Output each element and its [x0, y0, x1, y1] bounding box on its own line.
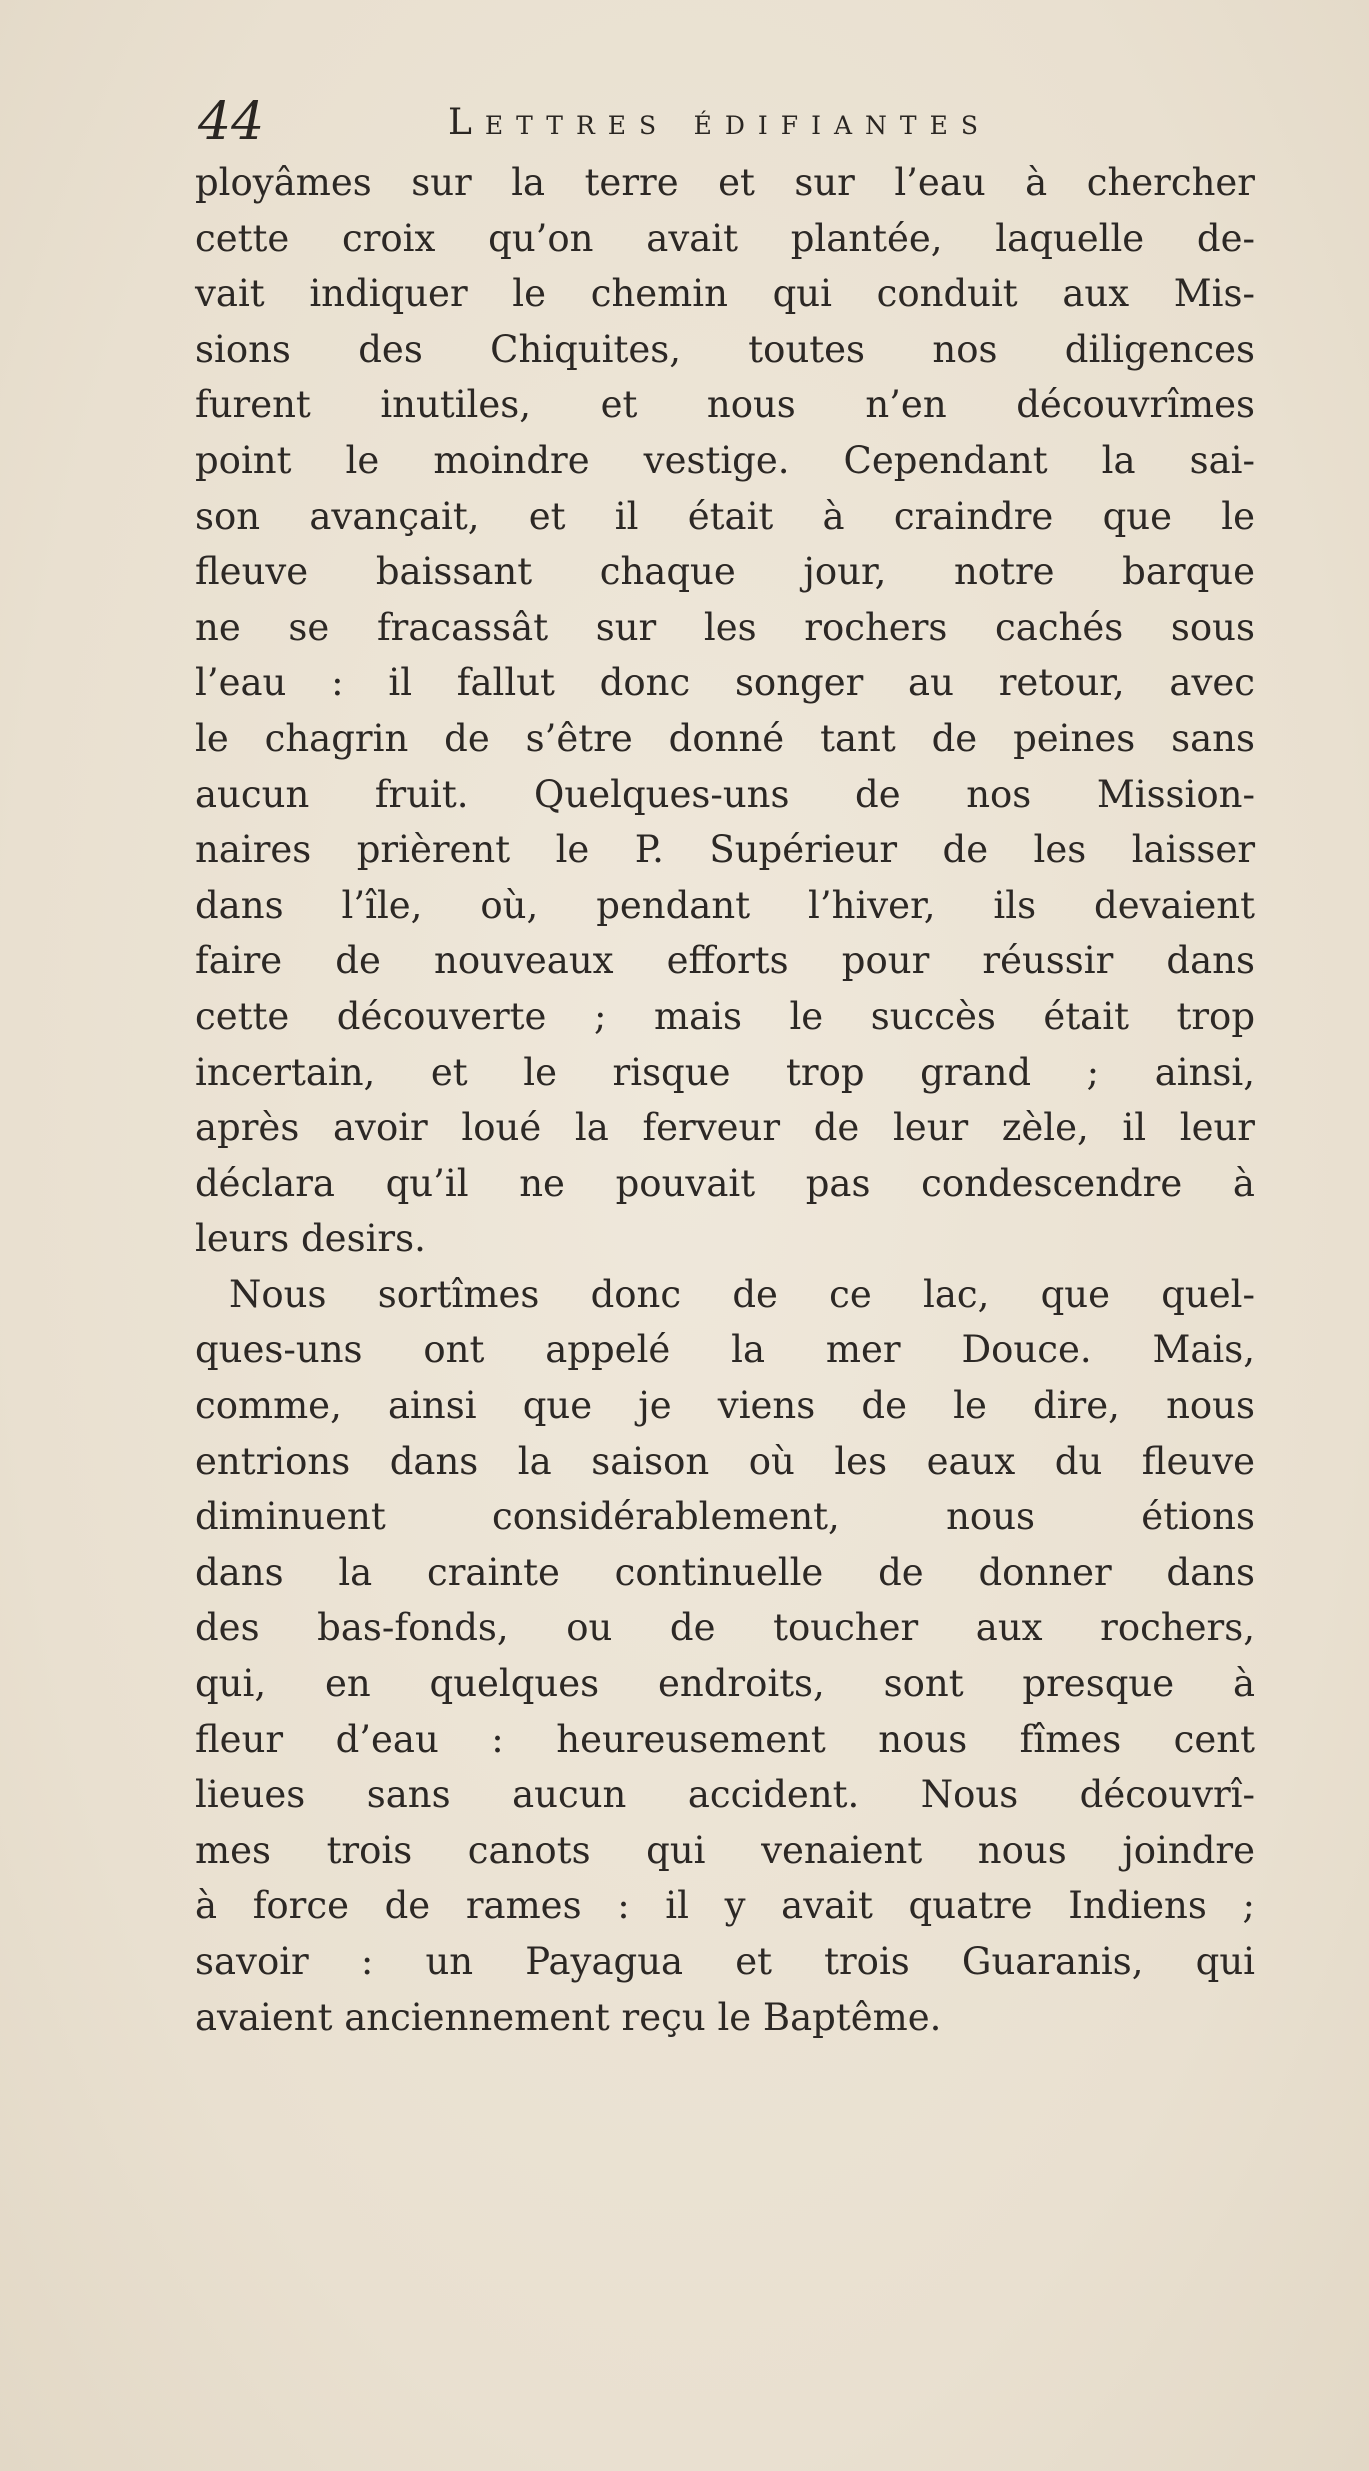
- text-line: ne se fracassât sur les rochers cachés sous: [195, 605, 1255, 649]
- text-line: vait indiquer le chemin qui conduit aux Mis-: [195, 272, 1255, 316]
- text-line: déclara qu’il ne pouvait pas condescendre à: [195, 1161, 1255, 1205]
- running-title: Lettres édifiantes: [448, 102, 991, 143]
- text-line: comme, ainsi que je viens de le dire, nous: [195, 1384, 1255, 1428]
- paragraph-end-line: leurs desirs.: [195, 1217, 426, 1261]
- text-line: dans la crainte continuelle de donner dans: [195, 1550, 1255, 1594]
- text-line: lieues sans aucun accident. Nous découvrî-: [195, 1773, 1255, 1817]
- text-line: savoir : un Payagua et trois Guaranis, qui: [195, 1940, 1255, 1983]
- text-line: aucun fruit. Quelques-uns de nos Mission-: [195, 772, 1255, 816]
- text-line: à force de rames : il y avait quatre Indiens ;: [195, 1884, 1255, 1928]
- page-number: 44: [198, 92, 265, 152]
- page-header: [198, 92, 1028, 152]
- text-line: fleuve baissant chaque jour, notre barque: [195, 550, 1255, 594]
- text-line: après avoir loué la ferveur de leur zèle, il leur: [195, 1106, 1255, 1150]
- text-line: des bas-fonds, ou de toucher aux rochers,: [195, 1606, 1255, 1650]
- text-line: son avançait, et il était à craindre que le: [195, 494, 1255, 538]
- text-line: mes trois canots qui venaient nous joindre: [195, 1828, 1255, 1872]
- text-line: entrions dans la saison où les eaux du fleuve: [195, 1439, 1255, 1483]
- text-line: l’eau : il fallut donc songer au retour, avec: [195, 661, 1255, 705]
- text-line: point le moindre vestige. Cependant la sai-: [195, 438, 1255, 482]
- text-line: le chagrin de s’être donné tant de peines sans: [195, 716, 1255, 760]
- text-line: naires prièrent le P. Supérieur de les laisser: [195, 828, 1255, 872]
- text-line: sions des Chiquites, toutes nos diligences: [195, 327, 1255, 371]
- text-line: furent inutiles, et nous n’en découvrîmes: [195, 383, 1255, 427]
- text-line: fleur d’eau : heureusement nous fîmes cent: [195, 1717, 1255, 1761]
- text-line: cette découverte ; mais le succès était trop: [195, 994, 1255, 1038]
- text-line: ques-uns ont appelé la mer Douce. Mais,: [195, 1328, 1255, 1372]
- text-line: dans l’île, où, pendant l’hiver, ils devaient: [195, 883, 1255, 927]
- text-line: ployâmes sur la terre et sur l’eau à chercher: [195, 161, 1255, 204]
- text-line: faire de nouveaux efforts pour réussir dans: [195, 939, 1255, 983]
- paragraph-start-line: Nous sortîmes donc de ce lac, que quel-: [229, 1272, 1255, 1316]
- paragraph-end-line: avaient anciennement reçu le Baptême.: [195, 1995, 942, 2039]
- text-line: diminuent considérablement, nous étions: [195, 1495, 1255, 1539]
- text-line: incertain, et le risque trop grand ; ainsi,: [195, 1050, 1255, 1094]
- body-text: [195, 155, 1255, 2045]
- text-line: qui, en quelques endroits, sont presque à: [195, 1662, 1255, 1706]
- text-line: cette croix qu’on avait plantée, laquelle de-: [195, 216, 1255, 260]
